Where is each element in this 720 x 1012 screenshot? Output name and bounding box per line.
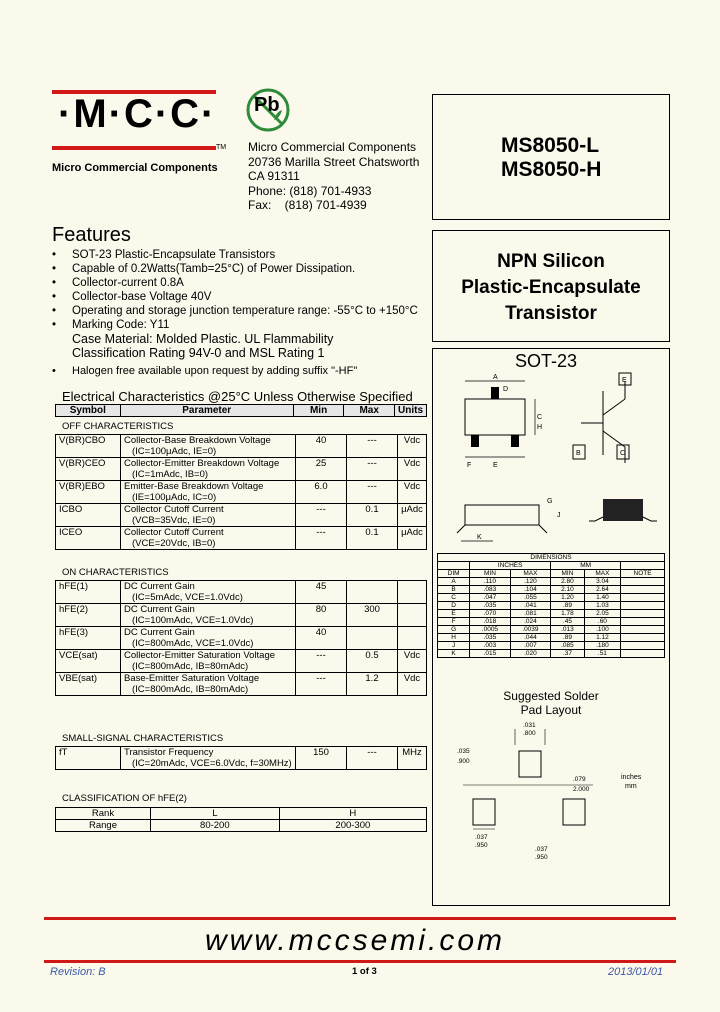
- dim-cell: .013: [551, 626, 585, 634]
- range-value: 80-200: [151, 820, 280, 832]
- spec-symbol: VCE(sat): [56, 650, 121, 673]
- dim-label-j: J: [557, 512, 561, 519]
- dim-cell: [621, 586, 665, 594]
- col-units: Units: [395, 405, 427, 417]
- spec-symbol: hFE(3): [56, 627, 121, 650]
- spec-row: [56, 747, 427, 770]
- dim-cell: .100: [584, 626, 620, 634]
- dim-row: [438, 650, 665, 658]
- dim-cell: [621, 650, 665, 658]
- package-name: SOT-23: [515, 351, 578, 371]
- spec-row: [56, 673, 427, 696]
- col-parameter: Parameter: [120, 405, 293, 417]
- spec-parameter: [121, 458, 296, 481]
- dim-label-d: D: [503, 386, 509, 393]
- dim-table-title: DIMENSIONS: [438, 554, 665, 562]
- spec-min: 80: [296, 604, 347, 627]
- spec-row: [56, 435, 427, 458]
- spec-symbol: V(BR)CBO: [56, 435, 121, 458]
- revision: Revision: B: [50, 966, 106, 978]
- dim-cell: A: [438, 578, 470, 586]
- spec-param-cond: (IC=20mAdc, VCE=6.0Vdc, f=30MHz): [132, 758, 292, 769]
- dim-cell: 1.78: [551, 610, 585, 618]
- date: 2013/01/01: [608, 966, 664, 978]
- spec-param-cond: (IC=800mAdc, IB=80mAdc): [132, 684, 249, 695]
- company-tagline: Micro Commercial Components: [52, 162, 218, 174]
- spec-min: ---: [296, 504, 347, 527]
- feature-item: • SOT-23 Plastic-Encapsulate Transistors: [52, 249, 276, 261]
- mcc-logo: ·M·C·C·: [58, 92, 217, 136]
- spec-param-cond: (IE=100μAdc, IC=0): [132, 492, 217, 503]
- small-signal-table: [55, 746, 427, 770]
- spec-param-line: Collector Cutoff Current: [124, 504, 224, 515]
- spec-max: [347, 627, 398, 650]
- description-line: Transistor: [505, 303, 597, 324]
- dim-cell: 1.12: [584, 634, 620, 642]
- dim-group-inches: INCHES: [470, 562, 551, 570]
- package-box: [432, 348, 670, 906]
- off-characteristics-title: OFF CHARACTERISTICS: [62, 421, 174, 432]
- rank-value: H: [279, 808, 426, 820]
- spec-param-line: DC Current Gain: [124, 604, 195, 615]
- dim-cell: .044: [510, 634, 550, 642]
- solder-dim: .800: [523, 730, 536, 737]
- dim-cell: .055: [510, 594, 550, 602]
- solder-dim: 2.000: [573, 786, 590, 793]
- spec-symbol: VBE(sat): [56, 673, 121, 696]
- spec-row: [56, 481, 427, 504]
- dim-cell: G: [438, 626, 470, 634]
- spec-symbol: V(BR)CEO: [56, 458, 121, 481]
- spec-param-cond: (IC=1mAdc, IB=0): [132, 469, 209, 480]
- spec-param-cond: (IC=5mAdc, VCE=1.0Vdc): [132, 592, 243, 603]
- feature-item: • Operating and storage junction temperature range: -55°C to +150°C: [52, 305, 418, 317]
- dim-cell: [621, 642, 665, 650]
- dim-cell: .007: [510, 642, 550, 650]
- dim-row: [438, 618, 665, 626]
- spec-parameter: [121, 747, 296, 770]
- rank-label: Rank: [56, 808, 151, 820]
- spec-parameter: [121, 650, 296, 673]
- dim-cell: B: [438, 586, 470, 594]
- small-signal-title: SMALL-SIGNAL CHARACTERISTICS: [62, 733, 224, 744]
- spec-parameter: [121, 604, 296, 627]
- spec-symbol: ICBO: [56, 504, 121, 527]
- solder-dim: .037: [475, 834, 488, 841]
- page-number: 1 of 3: [352, 966, 377, 977]
- dim-cell: .89: [551, 602, 585, 610]
- dim-cell: [621, 594, 665, 602]
- package-outline-side: [453, 489, 663, 549]
- dim-cell: [621, 634, 665, 642]
- dim-cell: F: [438, 618, 470, 626]
- col-symbol: Symbol: [56, 405, 121, 417]
- dim-row: [438, 626, 665, 634]
- spec-unit: Vdc: [398, 481, 427, 504]
- dim-label-g: G: [547, 498, 553, 505]
- spec-param-cond: (VCE=20Vdc, IB=0): [132, 538, 216, 549]
- spec-row: [56, 604, 427, 627]
- elec-title: Electrical Characteristics @25°C Unless Otherwise Specified: [62, 389, 413, 404]
- dim-cell: D: [438, 602, 470, 610]
- spec-max: ---: [347, 435, 398, 458]
- dim-row: [438, 634, 665, 642]
- spec-row: [56, 504, 427, 527]
- address-line: Micro Commercial Components: [248, 140, 417, 154]
- dim-cell: .104: [510, 586, 550, 594]
- website-link[interactable]: www.mccsemi.com: [205, 924, 506, 957]
- spec-max: 0.1: [347, 504, 398, 527]
- case-material-line: Classification Rating 94V-0 and MSL Rating 1: [72, 346, 325, 360]
- logo-bottom-bar: [52, 146, 216, 150]
- feature-item-halogen: • Halogen free available upon request by adding suffix "-HF": [52, 365, 358, 377]
- spec-symbol: V(BR)EBO: [56, 481, 121, 504]
- spec-unit: [398, 581, 427, 604]
- spec-max: 300: [347, 604, 398, 627]
- dim-row: [438, 642, 665, 650]
- dim-cell: 1.03: [584, 602, 620, 610]
- dim-cell: 2.10: [551, 586, 585, 594]
- pb-free-icon: [244, 86, 292, 134]
- dim-cell: 1.40: [584, 594, 620, 602]
- spec-symbol: ICEO: [56, 527, 121, 550]
- spec-unit: [398, 604, 427, 627]
- solder-title: [433, 689, 669, 717]
- range-value: 200-300: [279, 820, 426, 832]
- dim-cell: 2.80: [551, 578, 585, 586]
- spec-unit: Vdc: [398, 435, 427, 458]
- dim-cell: K: [438, 650, 470, 658]
- dim-row: [438, 610, 665, 618]
- dim-col-header: MIN: [470, 570, 510, 578]
- address-line: Phone: (818) 701-4933: [248, 183, 372, 198]
- spec-min: 25: [296, 458, 347, 481]
- on-characteristics-title: ON CHARACTERISTICS: [62, 567, 169, 578]
- dim-col-header: NOTE: [621, 570, 665, 578]
- spec-param-cond: (IC=800mAdc, VCE=1.0Vdc): [132, 638, 254, 649]
- dim-label-k: K: [477, 534, 482, 541]
- dim-label-f: F: [467, 462, 472, 469]
- dim-cell: .60: [584, 618, 620, 626]
- spec-min: 150: [296, 747, 347, 770]
- on-characteristics-table: [55, 580, 427, 696]
- spec-param-line: DC Current Gain: [124, 627, 195, 638]
- dim-cell: E: [438, 610, 470, 618]
- dim-cell: .020: [510, 650, 550, 658]
- spec-symbol: hFE(2): [56, 604, 121, 627]
- dim-row: [438, 578, 665, 586]
- spec-unit: [398, 627, 427, 650]
- dim-cell: .0005: [470, 626, 510, 634]
- spec-max: 0.5: [347, 650, 398, 673]
- solder-dim: .035: [457, 748, 470, 755]
- solder-dim: .031: [523, 722, 536, 729]
- solder-pad-layout: [453, 721, 663, 871]
- address-line: Fax: (818) 701-4939: [248, 198, 367, 212]
- dim-row: [438, 586, 665, 594]
- package-outline-top: [453, 371, 643, 471]
- spec-max: 1.2: [347, 673, 398, 696]
- dim-cell: [621, 610, 665, 618]
- part-number-l: MS8050-L: [501, 134, 600, 157]
- spec-unit: μAdc: [398, 527, 427, 550]
- spec-parameter: [121, 581, 296, 604]
- dim-cell: .085: [551, 642, 585, 650]
- dim-cell: .083: [470, 586, 510, 594]
- spec-min: 6.0: [296, 481, 347, 504]
- company-address: [248, 140, 419, 213]
- dim-col-header: MAX: [584, 570, 620, 578]
- dim-cell: 1.20: [551, 594, 585, 602]
- dim-cell: .070: [470, 610, 510, 618]
- dim-col-header: DIM: [438, 570, 470, 578]
- dim-cell: 3.04: [584, 578, 620, 586]
- spec-max: 0.1: [347, 527, 398, 550]
- dim-cell: .024: [510, 618, 550, 626]
- solder-dim: .079: [573, 776, 586, 783]
- rank-value: L: [151, 808, 280, 820]
- spec-parameter: [121, 527, 296, 550]
- elec-header-table: [55, 404, 427, 417]
- spec-symbol: fT: [56, 747, 121, 770]
- dim-cell: .003: [470, 642, 510, 650]
- spec-min: ---: [296, 673, 347, 696]
- spec-param-line: Collector Cutoff Current: [124, 527, 224, 538]
- dim-group-mm: MM: [551, 562, 621, 570]
- range-label: Range: [56, 820, 151, 832]
- spec-symbol: hFE(1): [56, 581, 121, 604]
- dim-cell: .081: [510, 610, 550, 618]
- dim-col-header: MIN: [551, 570, 585, 578]
- spec-min: ---: [296, 527, 347, 550]
- feature-item: • Capable of 0.2Watts(Tamb=25°C) of Power Dissipation.: [52, 263, 356, 275]
- spec-row: [56, 527, 427, 550]
- pin-label-e: E: [622, 377, 627, 384]
- col-min: Min: [293, 405, 344, 417]
- dim-cell: .0039: [510, 626, 550, 634]
- dim-col-blank: [621, 562, 665, 570]
- dim-cell: C: [438, 594, 470, 602]
- spec-max: ---: [347, 458, 398, 481]
- dim-cell: 2.64: [584, 586, 620, 594]
- spec-row: [56, 581, 427, 604]
- address-line: CA 91311: [248, 169, 300, 183]
- dim-cell: 2.05: [584, 610, 620, 618]
- description-box: [432, 230, 670, 342]
- dim-cell: [621, 602, 665, 610]
- feature-item: • Marking Code: Y11: [52, 319, 170, 331]
- dim-label-c: C: [537, 414, 543, 421]
- pin-label-b: B: [576, 450, 581, 457]
- solder-dim: .900: [457, 758, 470, 765]
- solder-unit-mm: mm: [625, 783, 637, 790]
- spec-min: 40: [296, 627, 347, 650]
- trademark: TM: [216, 144, 227, 151]
- spec-unit: Vdc: [398, 673, 427, 696]
- spec-max: ---: [347, 747, 398, 770]
- dim-cell: .45: [551, 618, 585, 626]
- features-list: [52, 248, 432, 378]
- spec-param-line: Collector-Emitter Breakdown Voltage: [124, 458, 280, 469]
- off-characteristics-table: [55, 434, 427, 550]
- spec-param-cond: (IC=800mAdc, IB=80mAdc): [132, 661, 249, 672]
- spec-param-cond: (VCB=35Vdc, IE=0): [132, 515, 216, 526]
- footer-bar-bottom: [44, 960, 676, 963]
- dim-cell: .180: [584, 642, 620, 650]
- classification-table: [55, 807, 427, 832]
- spec-parameter: [121, 673, 296, 696]
- dim-row: [438, 602, 665, 610]
- classification-title: CLASSIFICATION OF hFE(2): [62, 793, 187, 804]
- dim-cell: .041: [510, 602, 550, 610]
- spec-min: 45: [296, 581, 347, 604]
- spec-unit: MHz: [398, 747, 427, 770]
- solder-title-line: Suggested Solder: [503, 689, 599, 703]
- dim-cell: .51: [584, 650, 620, 658]
- spec-min: 40: [296, 435, 347, 458]
- dimensions-table: [437, 553, 665, 658]
- case-material-line: Case Material: Molded Plastic. UL Flammability: [72, 332, 334, 346]
- feature-item: • Collector-base Voltage 40V: [52, 291, 212, 303]
- footer-bar-top: [44, 917, 676, 920]
- part-number-h: MS8050-H: [501, 158, 602, 181]
- spec-param-cond: (IC=100μAdc, IE=0): [132, 446, 217, 457]
- dim-col-header: MAX: [510, 570, 550, 578]
- spec-param-line: DC Current Gain: [124, 581, 195, 592]
- dim-cell: .89: [551, 634, 585, 642]
- description-line: Plastic-Encapsulate: [461, 277, 641, 298]
- dim-row: [438, 594, 665, 602]
- dim-cell: J: [438, 642, 470, 650]
- dim-cell: [621, 626, 665, 634]
- spec-param-cond: (IC=100mAdc, VCE=1.0Vdc): [132, 615, 254, 626]
- spec-row: [56, 650, 427, 673]
- spec-row: [56, 627, 427, 650]
- dim-cell: H: [438, 634, 470, 642]
- solder-unit-inches: inches: [621, 774, 642, 781]
- spec-unit: Vdc: [398, 650, 427, 673]
- dim-cell: .015: [470, 650, 510, 658]
- dim-col-blank: [438, 562, 470, 570]
- dim-cell: .047: [470, 594, 510, 602]
- spec-param-line: Base-Emitter Saturation Voltage: [124, 673, 260, 684]
- address-line: 20736 Marilla Street Chatsworth: [248, 154, 420, 169]
- dim-cell: .120: [510, 578, 550, 586]
- dim-label-a: A: [493, 374, 498, 381]
- spec-max: [347, 581, 398, 604]
- pb-label: Pb: [254, 94, 280, 116]
- spec-min: ---: [296, 650, 347, 673]
- spec-parameter: [121, 481, 296, 504]
- col-max: Max: [344, 405, 395, 417]
- spec-param-line: Emitter-Base Breakdown Voltage: [124, 481, 264, 492]
- dim-cell: [621, 578, 665, 586]
- description-line: NPN Silicon: [497, 251, 605, 272]
- spec-parameter: [121, 504, 296, 527]
- spec-parameter: [121, 627, 296, 650]
- spec-param-line: Collector-Base Breakdown Voltage: [124, 435, 271, 446]
- dim-cell: .110: [470, 578, 510, 586]
- dim-cell: [621, 618, 665, 626]
- spec-param-line: Transistor Frequency: [124, 747, 214, 758]
- solder-title-line: Pad Layout: [520, 703, 582, 717]
- spec-row: [56, 458, 427, 481]
- spec-unit: μAdc: [398, 504, 427, 527]
- dim-cell: .018: [470, 618, 510, 626]
- dim-label-e: E: [493, 462, 498, 469]
- spec-unit: Vdc: [398, 458, 427, 481]
- dim-cell: .035: [470, 634, 510, 642]
- part-number-box: [432, 94, 670, 220]
- dim-cell: .035: [470, 602, 510, 610]
- pin-label-c: C: [620, 450, 626, 457]
- features-title: Features: [52, 224, 131, 246]
- feature-item: • Collector-current 0.8A: [52, 277, 184, 289]
- solder-dim: .950: [535, 854, 548, 861]
- spec-max: ---: [347, 481, 398, 504]
- spec-parameter: [121, 435, 296, 458]
- spec-param-line: Collector-Emitter Saturation Voltage: [124, 650, 276, 661]
- solder-dim: .037: [535, 846, 548, 853]
- solder-dim: .950: [475, 842, 488, 849]
- dim-label-h: H: [537, 424, 543, 431]
- dim-cell: .37: [551, 650, 585, 658]
